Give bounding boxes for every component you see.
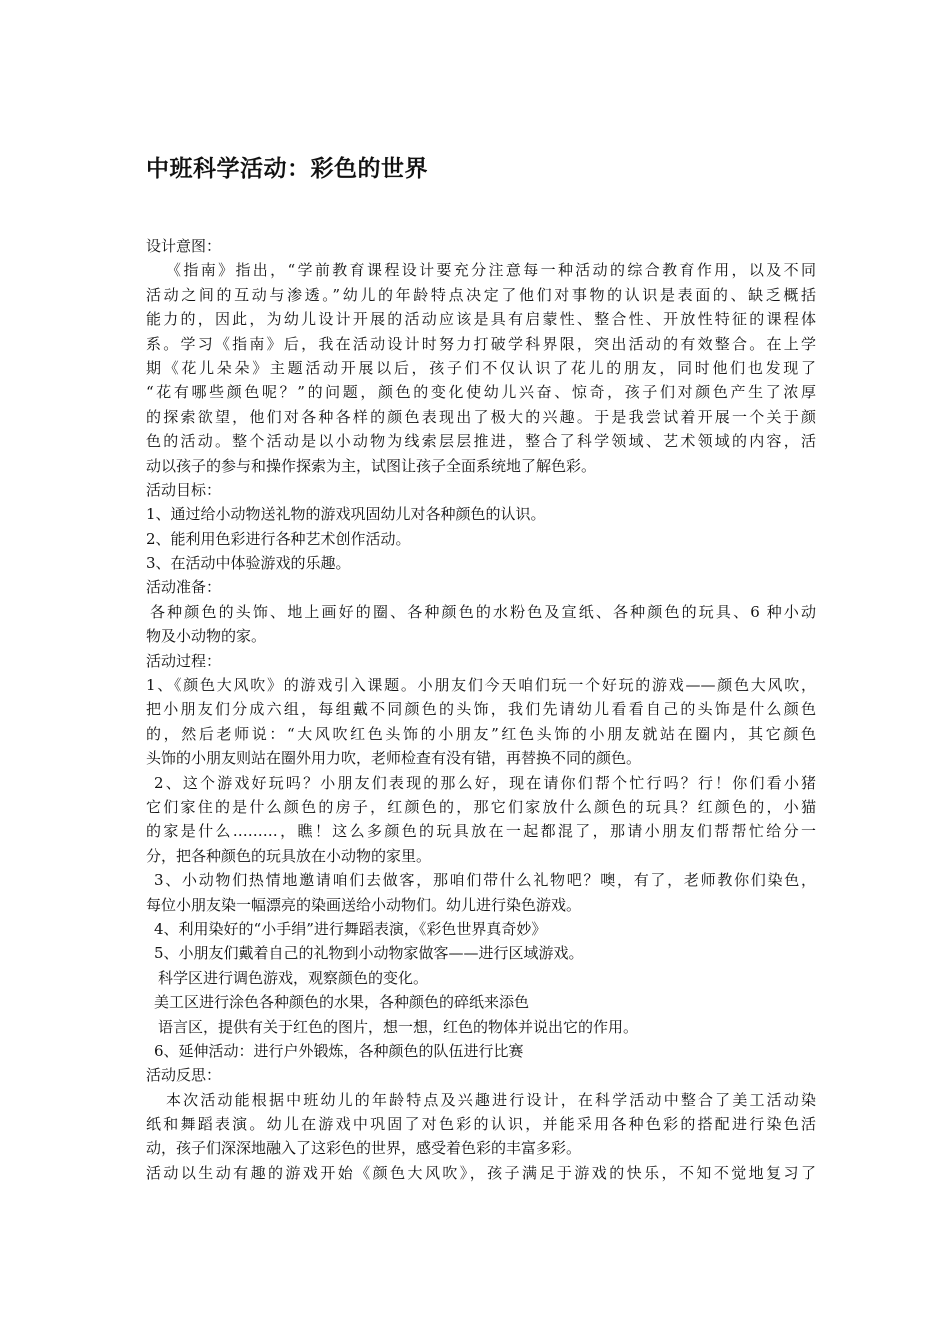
section-heading-process: 活动过程： bbox=[146, 651, 222, 670]
paragraph-line: 动以孩子的参与和操作探索为主，试图让孩子全面系统地了解色彩。 bbox=[146, 456, 597, 475]
paragraph-line: 能力的，因此，为幼儿设计开展的活动应该是具有启蒙性、整合性、开放性特征的课程体 bbox=[146, 310, 816, 329]
process-line: 的家是什么………，瞧！这么多颜色的玩具放在一起都混了，那请小朋友们帮帮忙给分一 bbox=[146, 822, 816, 841]
process-line: 5、小朋友们戴着自己的礼物到小动物家做客——进行区域游戏。 bbox=[154, 944, 584, 963]
goal-item: 2、能利用色彩进行各种艺术创作活动。 bbox=[146, 529, 411, 548]
paragraph-line: 活动之间的互动与渗透。”幼儿的年龄特点决定了他们对事物的认识是表面的、缺乏概括 bbox=[146, 285, 816, 304]
goal-item: 3、在活动中体验游戏的乐趣。 bbox=[146, 554, 351, 573]
paragraph-line: “花有哪些颜色呢？”的问题，颜色的变化使幼儿兴奋、惊奇，孩子们对颜色产生了浓厚 bbox=[146, 383, 816, 402]
process-line: 每位小朋友染一幅漂亮的染画送给小动物们。幼儿进行染色游戏。 bbox=[146, 895, 582, 914]
paragraph-line: 本次活动能根据中班幼儿的年龄特点及兴趣进行设计，在科学活动中整合了美工活动染 bbox=[166, 1090, 816, 1109]
process-line: 科学区进行调色游戏，观察颜色的变化。 bbox=[158, 968, 429, 987]
paragraph-line: 的探索欲望，他们对各种各样的颜色表现出了极大的兴趣。于是我尝试着开展一个关于颜 bbox=[146, 407, 816, 426]
section-heading-preparation: 活动准备： bbox=[146, 578, 222, 597]
paragraph-line: 物及小动物的家。 bbox=[146, 627, 267, 646]
section-heading-reflection: 活动反思： bbox=[146, 1066, 222, 1085]
paragraph-line: 期《花儿朵朵》主题活动开展以后，孩子们不仅认识了花儿的朋友，同时他们也发现了 bbox=[146, 358, 816, 377]
paragraph-line: 色的活动。整个活动是以小动物为线索层层推进，整合了科学领域、艺术领域的内容，活 bbox=[146, 432, 816, 451]
paragraph-line: 动，孩子们深深地融入了这彩色的世界，感受着色彩的丰富多彩。 bbox=[146, 1139, 582, 1158]
process-line: 6、延伸活动：进行户外锻炼，各种颜色的队伍进行比赛 bbox=[154, 1041, 524, 1060]
process-line: 1、《颜色大风吹》的游戏引入课题。小朋友们今天咱们玩一个好玩的游戏——颜色大风吹， bbox=[146, 676, 816, 695]
process-line: 3、小动物们热情地邀请咱们去做客，那咱们带什么礼物吧？噢，有了，老师教你们染色， bbox=[154, 871, 816, 890]
paragraph-line: 系。学习《指南》后，我在活动设计时努力打破学科界限，突出活动的有效整合。在上学 bbox=[146, 334, 816, 353]
process-line: 语言区，提供有关于红色的图片，想一想，红色的物体并说出它的作用。 bbox=[158, 1017, 639, 1036]
process-line: 分，把各种颜色的玩具放在小动物的家里。 bbox=[146, 846, 432, 865]
goal-item: 1、通过给小动物送礼物的游戏巩固幼儿对各种颜色的认识。 bbox=[146, 505, 546, 524]
section-heading-goals: 活动目标： bbox=[146, 480, 222, 499]
process-line: 4、利用染好的“小手绢”进行舞蹈表演，《彩色世界真奇妙》 bbox=[154, 919, 547, 938]
document-body bbox=[146, 234, 816, 1185]
paragraph-line: 活动以生动有趣的游戏开始《颜色大风吹》，孩子满足于游戏的快乐，不知不觉地复习了 bbox=[146, 1163, 816, 1182]
process-line: 头饰的小朋友则站在圈外用力吹，老师检查有没有错，再替换不同的颜色。 bbox=[146, 749, 642, 768]
process-line: 把小朋友们分成六组，每组戴不同颜色的头饰，我们先请幼儿看看自己的头饰是什么颜色 bbox=[146, 700, 816, 719]
section-heading-design-intent: 设计意图： bbox=[146, 237, 222, 255]
paragraph-line: 《指南》指出，“学前教育课程设计要充分注意每一种活动的综合教育作用，以及不同 bbox=[166, 261, 816, 280]
paragraph-line: 纸和舞蹈表演。幼儿在游戏中巩固了对色彩的认识，并能采用各种色彩的搭配进行染色活 bbox=[146, 1115, 816, 1134]
process-line: 美工区进行涂色各种颜色的水果，各种颜色的碎纸来添色 bbox=[154, 993, 530, 1012]
process-line: 它们家住的是什么颜色的房子，红颜色的，那它们家放什么颜色的玩具？红颜色的，小猫 bbox=[146, 797, 816, 816]
paragraph-line: 各种颜色的头饰、地上画好的圈、各种颜色的水粉色及宣纸、各种颜色的玩具、6 种小动 bbox=[150, 602, 816, 621]
document-title: 中班科学活动：彩色的世界 bbox=[146, 156, 428, 182]
process-line: 2、这个游戏好玩吗？小朋友们表现的那么好，现在请你们帮个忙行吗？行！你们看小猪 bbox=[154, 773, 816, 792]
process-line: 的，然后老师说：“大风吹红色头饰的小朋友”红色头饰的小朋友就站在圈内，其它颜色 bbox=[146, 724, 816, 743]
